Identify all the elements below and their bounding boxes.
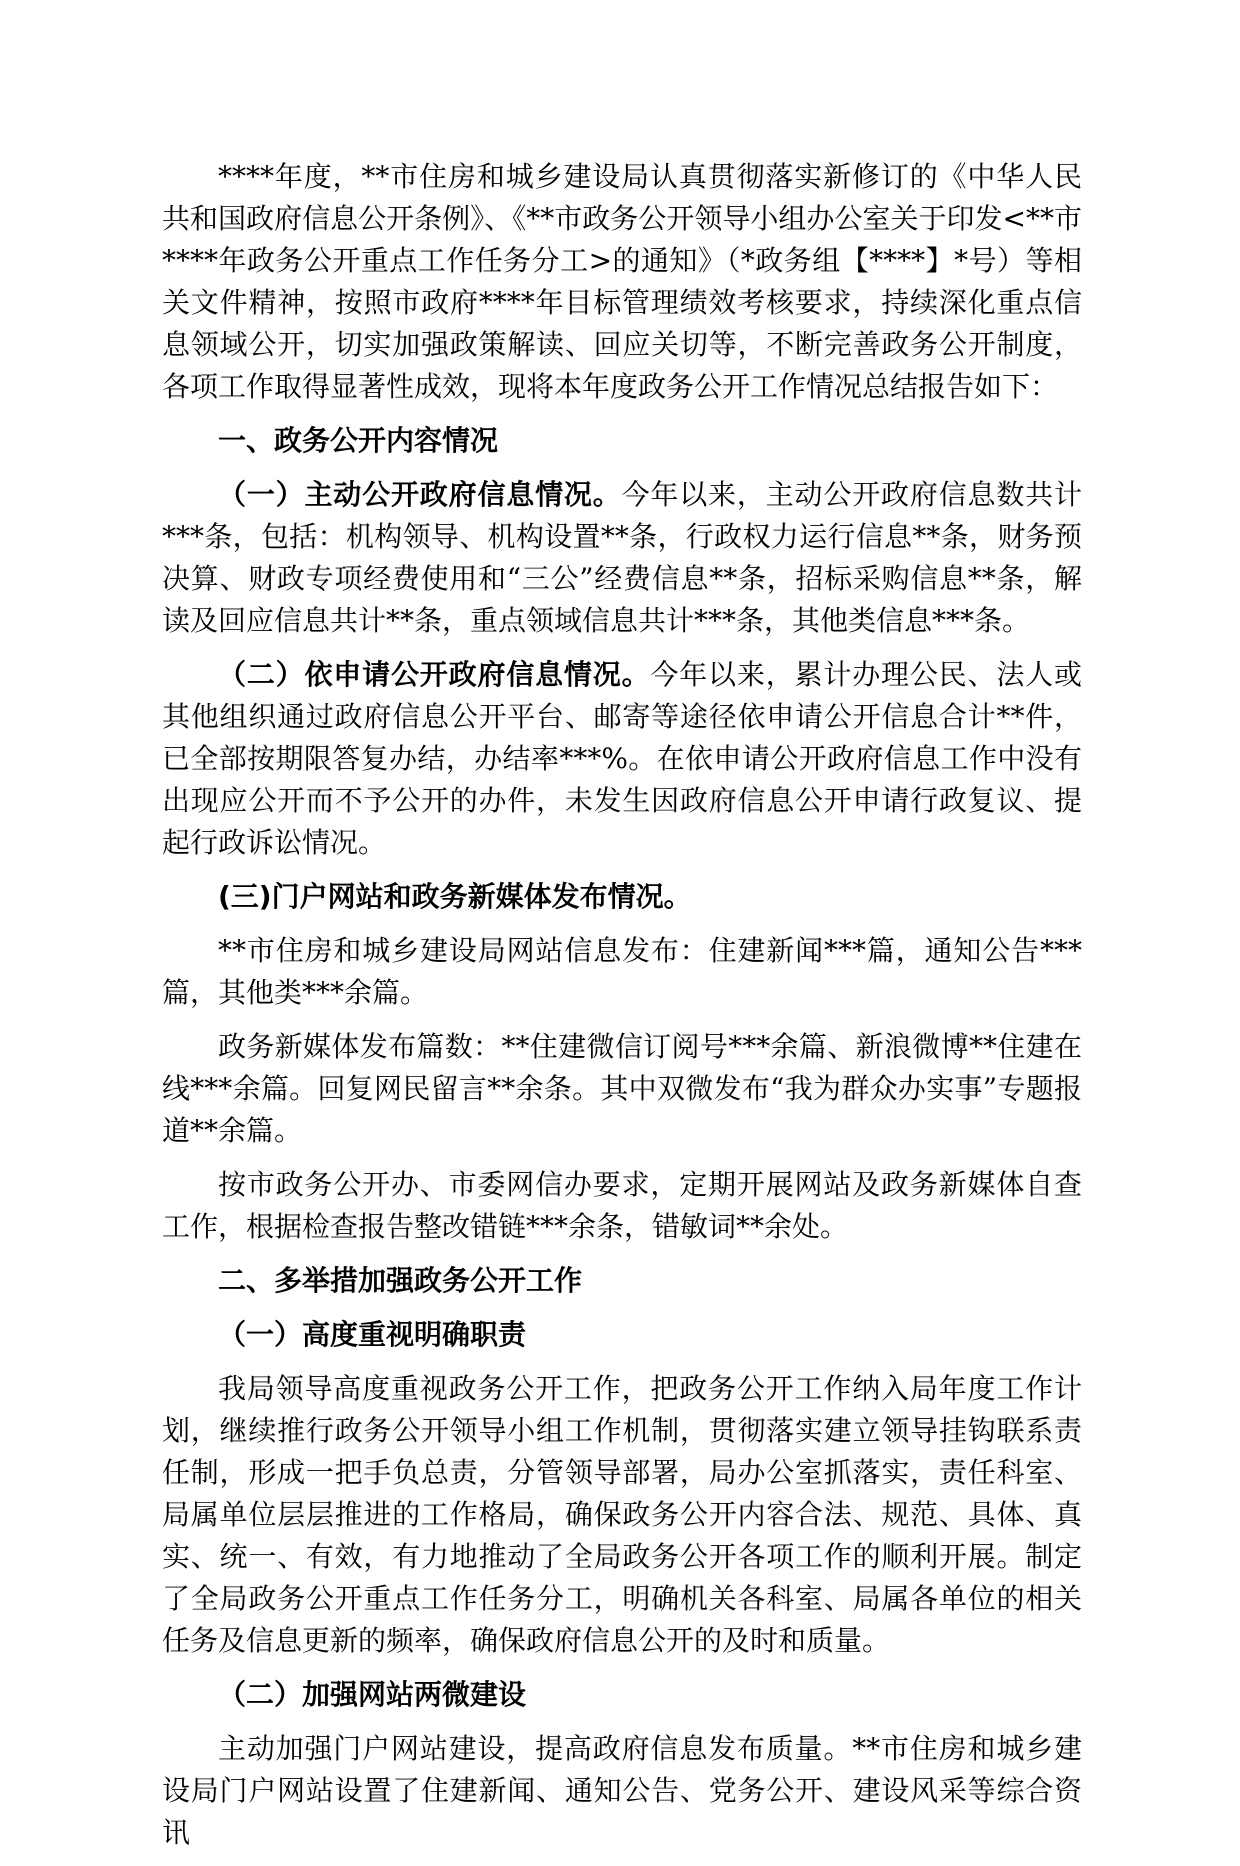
section-1-3-paragraph-2: 政务新媒体发布篇数：**住建微信订阅号***余篇、新浪微博**住建在线***余篇。回复网民留言**余条。其中双微发布“我为群众办实事”专题报道**余篇。 — [162, 1030, 1082, 1147]
section-2-1-heading: （一）高度重视明确职责 — [218, 1318, 527, 1351]
section-2-1-paragraph: 我局领导高度重视政务公开工作，把政务公开工作纳入局年度工作计划，继续推行政务公开领导小组工作机制，贯彻落实建立领导挂钩联系责任制，形成一把手负总责，分管领导部署，局办公室抓落实，责任科室、局属单位层层推进的工作格局，确保政务公开内容合法、规范、具体、真实、统一、有效，有力地推动了全局政务公开各项工作的顺利开展。制定了全局政务公开重点工作任务分工，明确机关各科室、局属各单位的相关任务及信息更新的频率，确保政府信息公开的及时和质量。 — [162, 1372, 1082, 1657]
section-1-2-lead: （二）依申请公开政府信息情况。 — [218, 658, 651, 691]
section-2-heading: 二、多举措加强政务公开工作 — [218, 1264, 583, 1297]
section-1-heading: 一、政务公开内容情况 — [218, 424, 499, 457]
section-2-2-heading: （二）加强网站两微建设 — [218, 1678, 527, 1711]
intro-paragraph: ****年度，**市住房和城乡建设局认真贯彻落实新修订的《中华人民共和国政府信息公开条例》、《**市政务公开领导小组办公室关于印发<**市****年政务公开重点工作任务分工>的通知》（*政务组【****】*号）等相关文件精神，按照市政府****年目标管理绩效考核要求，持续深化重点信息领域公开，切实加强政策解读、回应关切等，不断完善政务公开制度，各项工作取得显著性成效，现将本年度政务公开工作情况总结报告如下： — [162, 160, 1082, 403]
section-2-2-paragraph: 主动加强门户网站建设，提高政府信息发布质量。**市住房和城乡建设局门户网站设置了住建新闻、通知公告、党务公开、建设风采等综合资讯 — [162, 1732, 1082, 1849]
section-1-3-paragraph-1: **市住房和城乡建设局网站信息发布：住建新闻***篇，通知公告***篇，其他类***余篇。 — [162, 934, 1082, 1009]
document-body — [162, 156, 1082, 1866]
section-1-2-paragraph — [162, 654, 1082, 864]
section-1-3-heading: (三)门户网站和政务新媒体发布情况。 — [218, 880, 692, 913]
section-1-1-lead: （一）主动公开政府信息情况。 — [218, 478, 622, 511]
section-1-2-text: 今年以来，累计办理公民、法人或其他组织通过政府信息公开平台、邮寄等途径依申请公开信息合计**件，已全部按期限答复办结，办结率***%。在依申请公开政府信息工作中没有出现应公开而不予公开的办件，未发生因政府信息公开申请行政复议、提起行政诉讼情况。 — [162, 658, 1082, 859]
section-1-3-paragraph-3: 按市政务公开办、市委网信办要求，定期开展网站及政务新媒体自查工作，根据检查报告整改错链***余条，错敏词**余处。 — [162, 1168, 1082, 1243]
section-1-1-text: 今年以来，主动公开政府信息数共计***条，包括：机构领导、机构设置**条，行政权力运行信息**条，财务预决算、财政专项经费使用和“三公”经费信息**条，招标采购信息**条，解读及回应信息共计**条，重点领域信息共计***条，其他类信息***条。 — [162, 478, 1082, 637]
section-1-1-paragraph — [162, 474, 1082, 642]
